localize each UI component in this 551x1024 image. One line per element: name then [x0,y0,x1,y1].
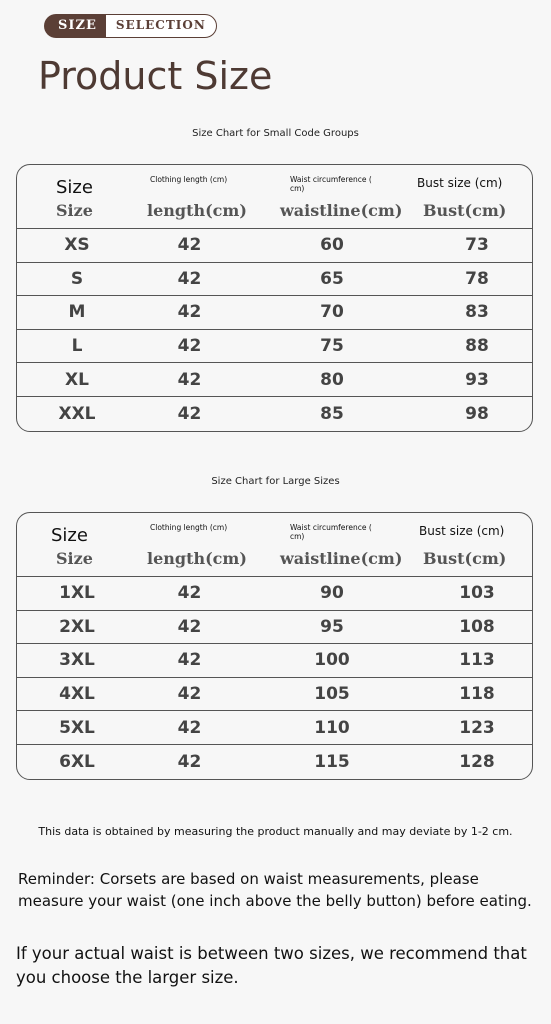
reminder-text: Reminder: Corsets are based on waist measurements, please measure your waist (one inch above the belly button) before eating. [18,870,532,910]
cell-bust: 78 [465,268,489,289]
cell-size: 3XL [59,650,95,671]
cell-length: 42 [177,583,202,604]
cell-size: S [70,268,84,289]
table-header [17,513,532,577]
cell-bust: 98 [465,403,489,424]
table-row [17,678,532,712]
header-waist-en: Waist circumference ( cm) [290,175,372,193]
cell-waist: 80 [320,369,344,390]
table-row [17,229,532,263]
table-row [17,263,532,297]
cell-waist: 110 [314,717,350,738]
badge-selection-label: SELECTION [105,14,217,38]
header-size-serif: Size [56,201,93,220]
header-size-en: Size [56,177,93,198]
cell-length: 42 [177,616,202,637]
cell-size: M [68,302,86,323]
cell-waist: 90 [320,583,344,604]
cell-size: XS [64,235,90,256]
cell-bust: 108 [459,616,495,637]
cell-length: 42 [177,302,202,323]
header-length-en: Clothing length (cm) [150,523,228,532]
size-selection-badge [44,14,217,38]
cell-length: 42 [177,403,202,424]
table-body [17,229,532,431]
cell-bust: 128 [459,751,495,772]
table-row [17,397,532,431]
cell-waist: 100 [314,650,350,671]
table-body [17,577,532,779]
header-bust-serif: Bust(cm) [423,201,507,220]
cell-size: 2XL [59,616,95,637]
table-row [17,745,532,779]
cell-length: 42 [177,336,202,357]
cell-size: L [71,336,83,357]
cell-waist: 75 [320,336,344,357]
cell-waist: 115 [314,751,350,772]
cell-size: XL [65,369,89,390]
cell-length: 42 [177,751,202,772]
cell-length: 42 [177,717,202,738]
header-size-en: Size [51,525,88,546]
table-row [17,363,532,397]
cell-bust: 123 [459,717,495,738]
cell-waist: 70 [320,302,344,323]
page-title: Product Size [38,54,273,98]
cell-waist: 65 [320,268,344,289]
measurement-note: This data is obtained by measuring the product manually and may deviate by 1-2 cm. [38,825,513,838]
table-row [17,296,532,330]
header-waist-serif: waistline(cm) [280,549,403,568]
small-sizes-caption: Size Chart for Small Code Groups [192,128,359,139]
cell-size: 6XL [59,751,95,772]
cell-length: 42 [177,684,202,705]
size-advice-text: If your actual waist is between two sizes, we recommend that you choose the larger size. [16,944,527,987]
cell-bust: 93 [465,369,489,390]
header-size-serif: Size [56,549,93,568]
header-length-serif: length(cm) [147,549,247,568]
cell-waist: 95 [320,616,344,637]
table-row [17,711,532,745]
cell-waist: 60 [320,235,344,256]
cell-size: XXL [58,403,96,424]
cell-length: 42 [177,369,202,390]
cell-size: 1XL [59,583,95,604]
header-waist-en: Waist circumference ( cm) [290,523,372,541]
cell-bust: 83 [465,302,489,323]
large-sizes-table [16,512,533,780]
header-bust-en: Bust size (cm) [417,176,503,190]
cell-length: 42 [177,650,202,671]
cell-size: 5XL [59,717,95,738]
table-header [17,165,532,229]
table-row [17,611,532,645]
large-sizes-caption: Size Chart for Large Sizes [211,476,340,487]
cell-waist: 105 [314,684,350,705]
cell-bust: 113 [459,650,495,671]
cell-length: 42 [177,268,202,289]
cell-bust: 103 [459,583,495,604]
header-bust-serif: Bust(cm) [423,549,507,568]
header-bust-en: Bust size (cm) [419,524,505,538]
small-sizes-table [16,164,533,432]
table-row [17,577,532,611]
table-row [17,330,532,364]
cell-bust: 73 [465,235,489,256]
header-length-serif: length(cm) [147,201,247,220]
cell-length: 42 [177,235,202,256]
cell-bust: 118 [459,684,495,705]
cell-size: 4XL [59,684,95,705]
header-waist-serif: waistline(cm) [280,201,403,220]
table-row [17,644,532,678]
badge-size-label: SIZE [44,14,109,38]
header-length-en: Clothing length (cm) [150,175,228,184]
cell-bust: 88 [465,336,489,357]
cell-waist: 85 [320,403,344,424]
